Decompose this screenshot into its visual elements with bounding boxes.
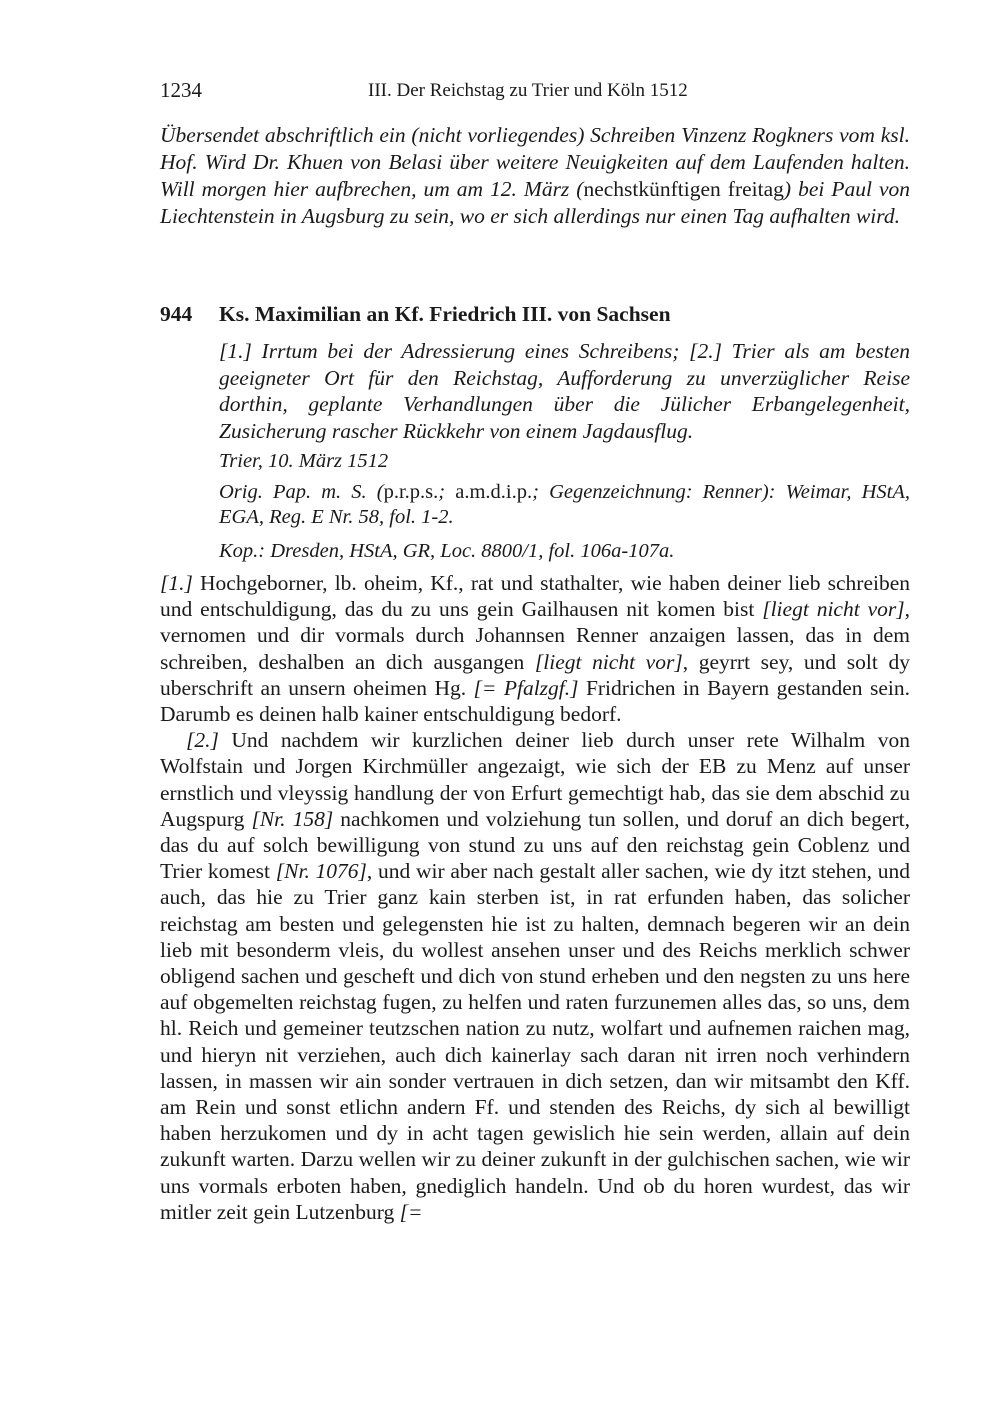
editor-note: [Nr. 1076]: [275, 859, 367, 884]
paragraph-1: [1.] Hochgeborner, lb. oheim, Kf., rat und stathalter, wie haben deiner lieb schreiben und entschuldigung, das du zu uns gein Gailhausen nit komen bist [liegt nicht vor], vernomen und dir vormals durch Johannsen Renner anzaigen lassen, das in dem schreiben, deshalben an dich ausgangen [liegt nicht vor], geyrrt sey, und solt dy uberschrift an unsern oheimen Hg. [= Pfalzgf.] Fridrichen in Bayern gestanden sein. Darumb es deinen halb kainer entschuldigung bedorf.: [160, 571, 910, 727]
editor-note: [= Pfalzgf.]: [473, 675, 579, 700]
page-header: [160, 78, 910, 108]
intro-regest: Übersendet abschriftlich ein (nicht vorliegendes) Schreiben Vinzenz Rogkners vom ksl. Hof. Wird Dr. Khuen von Belasi über weitere Neuigkeiten auf dem Laufenden halten. Will morgen hier aufbrechen, um am 12. März (nechstkünftigen freitag) bei Paul von Liechtenstein in Augsburg zu sein, wo er sich allerdings nur einen Tag aufhalten wird.: [160, 123, 910, 228]
editor-note: [liegt nicht vor]: [762, 597, 905, 622]
page-number: 1234: [160, 78, 202, 102]
editor-note: [Nr. 158]: [251, 806, 334, 831]
copy-source: Kop.: Dresden, HStA, GR, Loc. 8800/1, fol. 106a-107a.: [219, 540, 675, 562]
document-title: Ks. Maximilian an Kf. Friedrich III. von Sachsen: [219, 302, 671, 326]
paragraph-2: [2.] Und nachdem wir kurzlichen deiner lieb durch unser rete Wilhalm von Wolfstain und Jorgen Kirchmüller angezaigt, wie sich der EB zu Menz auf unser ernstlich und vleyssig handlung der von Erfurt gemechtigt hab, das sie dem abschid zu Augspurg [Nr. 158] nachkomen und volziehung tun sollen, und doruf an dich begert, das du auf solch bewilligung von stund zu uns auf den reichstag gein Coblenz und Trier komest [Nr. 1076], und wir aber nach gestalt aller sachen, wie dy itzt stehen, und auch, das hie zu Trier ganz kain sterben ist, in rat erfunden haben, das solicher reichstag am besten und gelegensten hie ist zu halten, demnach begeren wir an dein lieb mit besonderm vleis, du wollest ansehen unser und des Reichs merklich schwer obligend sachen und gescheft und dich von stund erheben und den negsten zu uns here auf obgemelten reichstag fugen, zu helfen und raten furzunemen alles das, so uns, dem hl. Reich und gemeiner teutzschen nation zu nutz, wolfart und aufnemen raichen mag, und hieryn nit verziehen, auch dich kainerlay sach daran nit irren noch verhindern lassen, in massen wir ain sonder vertrauen in dich setzen, dan wir mitsambt den Kff. am Rein und sonst etlichn andern Ff. und stenden des Reichs, dy sich al bewilligt haben herzukomen und dy in acht tagen gewislich hie sein werden, allain auf dein zukunft warten. Darzu wellen wir zu deiner zukunft in der gulchischen sachen, wie wir uns vormals erboten haben, gnediglich handeln. Und ob du horen wurdest, das wir mitler zeit gein Lutzenburg [=: [160, 728, 911, 1224]
editor-note: [=: [399, 1199, 423, 1224]
editor-note: [liegt nicht vor]: [534, 649, 683, 674]
section-marker: [2.]: [186, 728, 219, 753]
date-place: Trier, 10. März 1512: [219, 450, 389, 472]
section-marker: [1.]: [160, 571, 193, 595]
quoted-phrase: nechstkünftigen freitag: [583, 177, 784, 201]
document-number: 944: [160, 302, 193, 326]
document-body: [160, 570, 910, 1225]
document-regest: [1.] Irrtum bei der Adressierung eines Schreibens; [2.] Trier als am besten geeigneter Ort für den Reichstag, Aufforderung zu unverzüglicher Reise dorthin, geplante Verhandlungen über die Jülicher Erbangelegenheit, Zusicherung rascher Rückkehr von einem Jagdausflug.: [219, 339, 910, 443]
original-source: Orig. Pap. m. S. (p.r.p.s.; a.m.d.i.p.; Gegenzeichnung: Renner): Weimar, HStA, EGA, Reg. E Nr. 58, fol. 1-2.: [219, 481, 910, 528]
document-heading: [160, 302, 910, 332]
running-title: III. Der Reichstag zu Trier und Köln 1512: [368, 80, 688, 101]
